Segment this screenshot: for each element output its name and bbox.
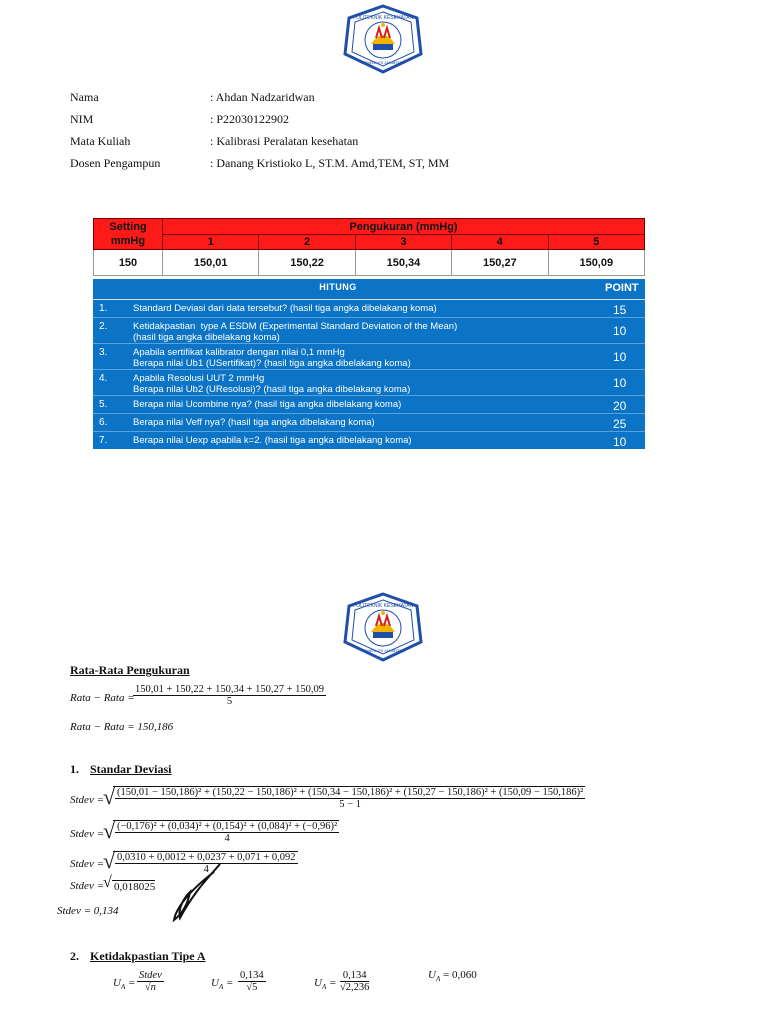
sqrt-symbol: √: [103, 874, 112, 891]
institution-logo: [343, 4, 423, 74]
stdev-eq4-value: 0,018025: [114, 881, 156, 893]
stdev-heading: Standar Deviasi: [90, 762, 172, 776]
task-text: Berapa nilai Uexp apabila k=2. (hasil tiga angka dibelakang koma): [133, 435, 412, 446]
stdev-eq2-numerator: (−0,176)² + (0,034)² + (0,154)² + (0,084)² + (−0,96)²: [117, 821, 338, 832]
mean-lhs: Rata − Rata =: [70, 692, 135, 704]
task-text: Apabila Resolusi UUT 2 mmHg Berapa nilai Ub2 (UResolusi)? (hasil tiga angka dibelakang koma): [133, 373, 411, 395]
task-point: 10: [613, 324, 627, 338]
task-row: [93, 318, 645, 344]
measurement-value: 150,27: [452, 250, 548, 276]
ua1-numerator: Stdev: [139, 970, 162, 981]
measurement-row: [94, 250, 645, 276]
measurement-table: [93, 218, 645, 276]
ua2-denominator-value: 5: [252, 982, 258, 993]
info-value: : Kalibrasi Peralatan kesehatan: [210, 134, 359, 148]
section-number: 1.: [70, 762, 79, 776]
institution-logo: [343, 592, 423, 662]
info-label: NIM: [70, 112, 94, 126]
info-value: : Ahdan Nadzaridwan: [210, 90, 315, 104]
ua-subscript: A: [435, 975, 441, 984]
task-row: [93, 300, 645, 318]
task-number: 5.: [99, 399, 108, 410]
task-row: [93, 432, 645, 449]
ua1-denominator: √n: [144, 982, 156, 993]
mean-result: Rata − Rata = 150,186: [70, 721, 174, 733]
task-number: 1.: [99, 303, 108, 314]
stdev-eq3-denominator: 4: [203, 864, 209, 875]
task-row: [93, 396, 645, 414]
ua2-denominator: √5: [246, 982, 258, 993]
task-number: 3.: [99, 347, 108, 358]
stdev-lhs: Stdev =: [70, 828, 104, 840]
mean-fraction: [133, 684, 326, 707]
ua-result-line: [428, 969, 477, 983]
task-row: [93, 414, 645, 432]
stdev-eq2-denominator: 4: [224, 833, 230, 844]
ua-symbol: U: [428, 969, 436, 981]
logo-arc-top: POLITEKNIK KESEHATAN: [352, 15, 414, 21]
task-header-point: POINT: [605, 282, 639, 294]
info-label: Nama: [70, 90, 99, 104]
ua-subscript: A: [218, 983, 224, 992]
sqrt-symbol: √: [103, 784, 116, 809]
task-row: [93, 344, 645, 370]
ua2-numerator: 0,134: [240, 970, 264, 981]
column-header: 1: [163, 235, 259, 250]
task-point: 25: [613, 417, 627, 431]
ua-subscript: A: [321, 983, 327, 992]
ua3-denominator: √2,236: [340, 982, 370, 993]
setting-header: [94, 219, 163, 250]
logo-arc-bottom: KEMENKES JAKARTA II: [360, 60, 406, 65]
ua3-denominator-value: 2,236: [345, 982, 370, 993]
stdev-lhs: Stdev =: [70, 858, 104, 870]
ua-lhs: $U_A$ =: [211, 977, 234, 992]
ua3-fraction: [340, 970, 369, 993]
measurement-value: 150,22: [259, 250, 355, 276]
info-label: Mata Kuliah: [70, 134, 131, 148]
stdev-eq1-numerator: (150,01 − 150,186)² + (150,22 − 150,186)² + (150,34 − 150,186)² + (150,27 − 150,186)² + (150,09 − 150,186)²: [117, 787, 584, 798]
task-text: Berapa nilai Veff nya? (hasil tiga angka dibelakang koma): [133, 417, 375, 428]
column-header: 5: [548, 235, 644, 250]
info-value: : Danang Kristioko L, ST.M. Amd,TEM, ST, MM: [210, 156, 450, 170]
task-number: 7.: [99, 435, 108, 446]
mean-heading: Rata-Rata Pengukuran: [70, 663, 190, 677]
logo-arc-bottom: KEMENKES JAKARTA II: [360, 648, 406, 653]
setting-value: 150: [94, 250, 163, 276]
info-value: : P22030122902: [210, 112, 290, 126]
sqrt-symbol: √: [103, 848, 116, 873]
task-text: Standard Deviasi dari data tersebut? (hasil tiga angka dibelakang koma): [133, 303, 437, 314]
task-point: 10: [613, 350, 627, 364]
ua-lhs: $U_A$ =: [314, 977, 337, 992]
ua-subscript: A: [120, 983, 126, 992]
task-text: Ketidakpastian type A ESDM (Experimental Standard Deviation of the Mean) (hasil tiga angka dibelakang koma): [133, 321, 458, 343]
task-point: 10: [613, 376, 627, 390]
ua1-denominator-value: n: [150, 982, 156, 993]
task-table: [93, 279, 645, 449]
setting-header-line2: mmHg: [110, 235, 146, 247]
task-point: 20: [613, 399, 627, 413]
ua3-numerator: 0,134: [340, 970, 369, 982]
task-text: Berapa nilai Ucombine nya? (hasil tiga angka dibelakang koma): [133, 399, 402, 410]
task-header-hitung: HITUNG: [319, 282, 357, 292]
ua1-fraction: [137, 970, 164, 993]
measurement-value: 150,01: [163, 250, 259, 276]
task-table-header: [93, 279, 645, 300]
column-header: 2: [259, 235, 355, 250]
stdev-eq3-numerator: 0,0310 + 0,0012 + 0,0237 + 0,071 + 0,092: [117, 852, 296, 863]
mean-numerator: 150,01 + 150,22 + 150,34 + 150,27 + 150,09: [135, 684, 325, 695]
stdev-lhs: Stdev =: [70, 880, 104, 892]
task-number: 6.: [99, 417, 108, 428]
ua-result: = 0,060: [442, 969, 477, 981]
task-number: 4.: [99, 373, 108, 384]
column-header: 3: [355, 235, 451, 250]
ua-lhs: $U_A$ =: [113, 977, 136, 992]
task-row: [93, 370, 645, 396]
type-a-heading: Ketidakpastian Tipe A: [90, 949, 206, 963]
signature-scribble: [150, 860, 230, 922]
task-point: 10: [613, 435, 627, 449]
logo-arc-top: POLITEKNIK KESEHATAN: [352, 603, 414, 609]
sqrt-symbol: √: [103, 818, 116, 843]
task-text: Apabila sertifikat kalibrator dengan nilai 0,1 mmHg Berapa nilai Ub1 (USertifikat)? (hasil tiga angka dibelakang koma): [133, 347, 411, 369]
stdev-eq2-fraction: [113, 820, 339, 844]
stdev-eq1-denominator: 5 − 1: [339, 799, 361, 810]
ua-symbol: U: [211, 977, 219, 989]
measurement-header: Pengukuran (mmHg): [163, 219, 645, 235]
section-number: 2.: [70, 949, 79, 963]
measurement-value: 150,34: [355, 250, 451, 276]
measurement-value: 150,09: [548, 250, 644, 276]
stdev-result: Stdev = 0,134: [57, 905, 119, 917]
ua-symbol: U: [314, 977, 322, 989]
task-number: 2.: [99, 321, 108, 332]
column-header: 4: [452, 235, 548, 250]
mean-denominator: 5: [226, 696, 233, 707]
stdev-lhs: Stdev =: [70, 794, 104, 806]
stdev-eq1-fraction: [113, 786, 585, 810]
ua2-fraction: [238, 970, 266, 993]
task-point: 15: [613, 303, 627, 317]
setting-header-line1: Setting: [109, 221, 147, 233]
info-label: Dosen Pengampun: [70, 156, 161, 170]
ua-symbol: U: [113, 977, 121, 989]
